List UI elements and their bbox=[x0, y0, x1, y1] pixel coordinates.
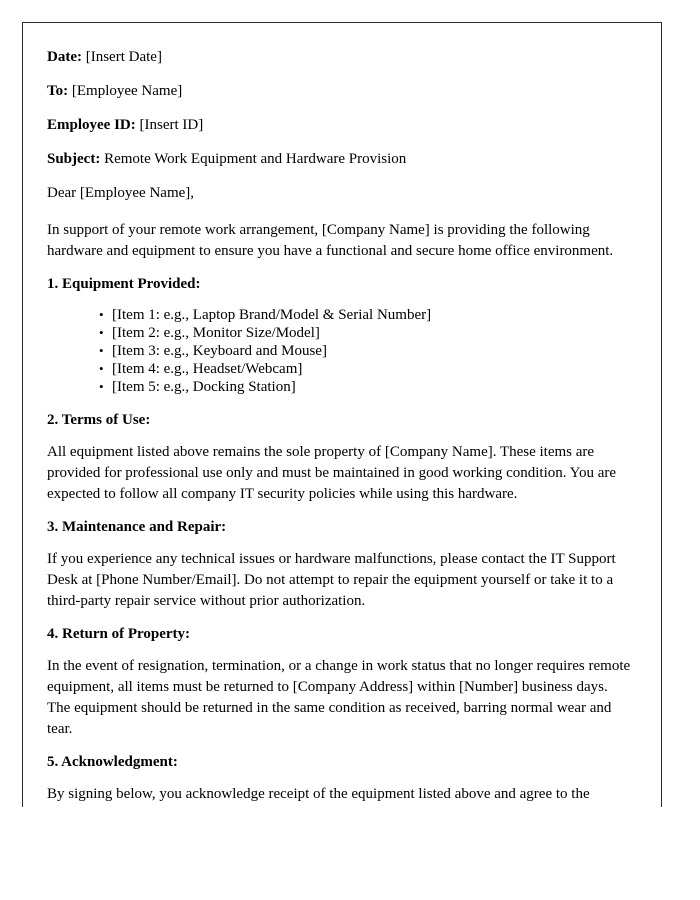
meta-value-employee-id: [Insert ID] bbox=[139, 117, 204, 133]
list-item: • [Item 1: e.g., Laptop Brand/Model & Serial Number] bbox=[99, 306, 631, 324]
section-body-maintenance-and-repair: If you experience any technical issues or hardware malfunctions, please contact the IT Support Desk at [Phone Number/Email]. Do not attempt to repair the equipment yourself or take it to a third-party repair service without prior authorization. bbox=[47, 551, 616, 609]
section-maintenance-and-repair bbox=[47, 517, 631, 612]
list-item: • [Item 4: e.g., Headset/Webcam] bbox=[99, 360, 631, 378]
meta-value-to: [Employee Name] bbox=[71, 83, 183, 99]
document-body bbox=[23, 23, 661, 805]
meta-line-date bbox=[47, 47, 631, 68]
meta-label-subject: Subject: bbox=[47, 151, 101, 167]
section-heading-maintenance-and-repair: 3. Maintenance and Repair: bbox=[47, 519, 227, 535]
section-heading-terms-of-use: 2. Terms of Use: bbox=[47, 412, 151, 428]
intro-paragraph: In support of your remote work arrangement, [Company Name] is providing the following hardware and equipment to ensure you have a functional and secure home office environment. bbox=[47, 222, 614, 259]
section-body-terms-of-use: All equipment listed above remains the sole property of [Company Name]. These items are provided for professional use only and must be maintained in good working condition. You are expected to follow all company IT security policies while using this hardware. bbox=[47, 444, 617, 502]
section-acknowledgment bbox=[47, 752, 631, 805]
meta-line-employee-id bbox=[47, 115, 631, 136]
list-item: • [Item 3: e.g., Keyboard and Mouse] bbox=[99, 342, 631, 360]
document-page bbox=[22, 22, 662, 807]
section-heading-equipment-provided: 1. Equipment Provided: bbox=[47, 276, 201, 292]
meta-value-date: [Insert Date] bbox=[85, 49, 162, 65]
section-terms-of-use bbox=[47, 410, 631, 505]
section-heading-acknowledgment: 5. Acknowledgment: bbox=[47, 754, 178, 770]
section-heading-return-of-property: 4. Return of Property: bbox=[47, 626, 191, 642]
meta-line-to bbox=[47, 81, 631, 102]
meta-label-employee-id: Employee ID: bbox=[47, 117, 136, 133]
meta-label-to: To: bbox=[47, 83, 69, 99]
meta-label-date: Date: bbox=[47, 49, 82, 65]
section-body-acknowledgment: By signing below, you acknowledge receipt of the equipment listed above and agree to the bbox=[47, 786, 590, 802]
list-item: • [Item 5: e.g., Docking Station] bbox=[99, 378, 631, 396]
section-body-return-of-property: In the event of resignation, termination, or a change in work status that no longer requires remote equipment, all items must be returned to [Company Address] within [Number] business days. The equipment should be returned in the same condition as received, barring normal wear and tear. bbox=[47, 658, 631, 737]
section-return-of-property bbox=[47, 624, 631, 740]
meta-line-subject bbox=[47, 149, 631, 170]
greeting-line: Dear [Employee Name], bbox=[47, 185, 195, 201]
equipment-list bbox=[47, 306, 631, 396]
list-item: • [Item 2: e.g., Monitor Size/Model] bbox=[99, 324, 631, 342]
section-equipment-provided bbox=[47, 274, 631, 396]
meta-value-subject: Remote Work Equipment and Hardware Provision bbox=[104, 151, 407, 167]
